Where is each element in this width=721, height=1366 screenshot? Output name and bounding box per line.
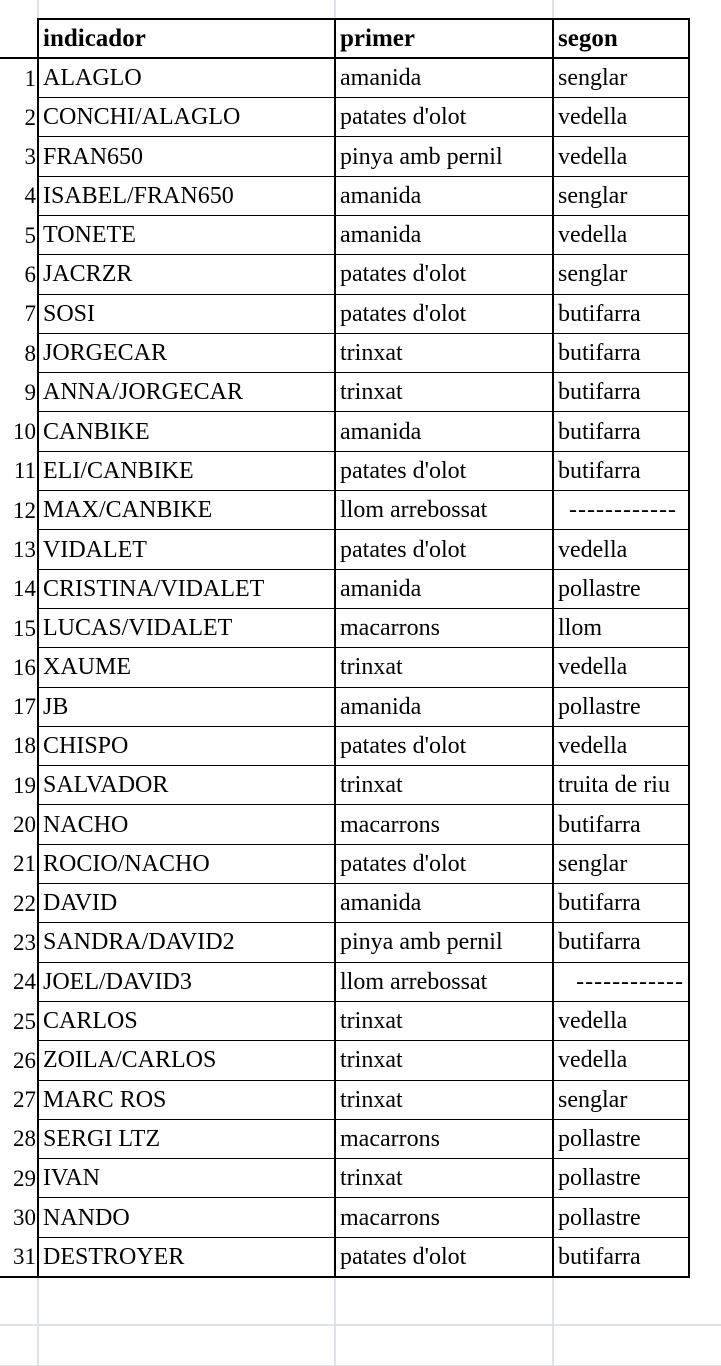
cell-primer[interactable]: amanida — [335, 687, 553, 726]
table-row — [0, 176, 689, 215]
table-row — [0, 1159, 689, 1198]
cell-indicador[interactable]: ROCIO/NACHO — [38, 844, 335, 883]
row-number[interactable]: 7 — [0, 294, 38, 333]
cell-segon[interactable]: butifarra — [553, 294, 689, 333]
cell-primer[interactable]: pinya amb pernil — [335, 137, 553, 176]
cell-primer[interactable]: llom arrebossat — [335, 491, 553, 530]
table-row — [0, 137, 689, 176]
cell-segon[interactable]: pollastre — [553, 1119, 689, 1158]
cell-segon[interactable]: vedella — [553, 726, 689, 765]
cell-segon[interactable]: butifarra — [553, 412, 689, 451]
row-number[interactable]: 26 — [0, 1041, 38, 1080]
cell-segon[interactable]: senglar — [553, 176, 689, 215]
cell-primer[interactable]: amanida — [335, 412, 553, 451]
cell-indicador[interactable]: LUCAS/VIDALET — [38, 608, 335, 647]
row-number[interactable]: 13 — [0, 530, 38, 569]
cell-segon[interactable]: pollastre — [553, 569, 689, 608]
cell-primer[interactable]: trinxat — [335, 373, 553, 412]
cell-indicador[interactable]: SOSI — [38, 294, 335, 333]
cell-segon[interactable]: senglar — [553, 255, 689, 294]
cell-primer[interactable]: trinxat — [335, 1080, 553, 1119]
cell-indicador[interactable]: ISABEL/FRAN650 — [38, 176, 335, 215]
row-number[interactable]: 6 — [0, 255, 38, 294]
cell-primer[interactable]: amanida — [335, 884, 553, 923]
cell-indicador[interactable]: SALVADOR — [38, 766, 335, 805]
cell-primer[interactable]: patates d'olot — [335, 451, 553, 490]
cell-indicador[interactable]: JORGECAR — [38, 333, 335, 372]
cell-indicador[interactable]: JACRZR — [38, 255, 335, 294]
cell-segon[interactable]: vedella — [553, 98, 689, 137]
cell-primer[interactable]: amanida — [335, 215, 553, 254]
table-row — [0, 255, 689, 294]
table-row — [0, 569, 689, 608]
row-number[interactable]: 25 — [0, 1001, 38, 1040]
table-row — [0, 294, 689, 333]
cell-segon[interactable]: vedella — [553, 137, 689, 176]
cell-primer[interactable]: pinya amb pernil — [335, 923, 553, 962]
cell-indicador[interactable]: JOEL/DAVID3 — [38, 962, 335, 1001]
table-body — [0, 19, 689, 1277]
cell-primer[interactable]: patates d'olot — [335, 530, 553, 569]
cell-primer[interactable]: amanida — [335, 58, 553, 97]
table-row — [0, 1237, 689, 1276]
cell-indicador[interactable]: DAVID — [38, 884, 335, 923]
table-row — [0, 884, 689, 923]
cell-segon[interactable]: butifarra — [553, 1237, 689, 1276]
row-number[interactable]: 3 — [0, 137, 38, 176]
cell-primer[interactable]: patates d'olot — [335, 726, 553, 765]
header-row — [0, 19, 689, 58]
cell-indicador[interactable]: ELI/CANBIKE — [38, 451, 335, 490]
row-number[interactable]: 1 — [0, 58, 38, 97]
table-row — [0, 333, 689, 372]
row-number[interactable]: 14 — [0, 569, 38, 608]
table-row — [0, 58, 689, 97]
row-number[interactable]: 11 — [0, 451, 38, 490]
cell-indicador[interactable]: CARLOS — [38, 1001, 335, 1040]
row-number-header[interactable] — [0, 19, 38, 58]
cell-segon[interactable]: llom — [553, 608, 689, 647]
table-row — [0, 766, 689, 805]
cell-indicador[interactable]: IVAN — [38, 1159, 335, 1198]
row-number[interactable]: 8 — [0, 333, 38, 372]
table-row — [0, 1198, 689, 1237]
cell-indicador[interactable]: SANDRA/DAVID2 — [38, 923, 335, 962]
row-number[interactable]: 24 — [0, 962, 38, 1001]
cell-primer[interactable]: trinxat — [335, 648, 553, 687]
cell-indicador[interactable]: ZOILA/CARLOS — [38, 1041, 335, 1080]
cell-primer[interactable]: amanida — [335, 569, 553, 608]
cell-segon[interactable]: truita de riu — [553, 766, 689, 805]
cell-indicador[interactable]: ANNA/JORGECAR — [38, 373, 335, 412]
cell-primer[interactable]: macarrons — [335, 805, 553, 844]
cell-primer[interactable]: macarrons — [335, 1119, 553, 1158]
row-number[interactable]: 23 — [0, 923, 38, 962]
cell-segon[interactable]: vedella — [553, 1001, 689, 1040]
row-number[interactable]: 5 — [0, 215, 38, 254]
row-number[interactable]: 16 — [0, 648, 38, 687]
row-number[interactable]: 27 — [0, 1080, 38, 1119]
cell-primer[interactable]: llom arrebossat — [335, 962, 553, 1001]
column-header-primer[interactable]: primer — [335, 19, 553, 58]
cell-indicador[interactable]: CONCHI/ALAGLO — [38, 98, 335, 137]
row-number[interactable]: 28 — [0, 1119, 38, 1158]
row-number[interactable]: 30 — [0, 1198, 38, 1237]
cell-primer[interactable]: patates d'olot — [335, 844, 553, 883]
cell-indicador[interactable]: ALAGLO — [38, 58, 335, 97]
cell-primer[interactable]: trinxat — [335, 1001, 553, 1040]
table-row — [0, 648, 689, 687]
table-row — [0, 844, 689, 883]
cell-segon[interactable]: senglar — [553, 1080, 689, 1119]
cell-primer[interactable]: patates d'olot — [335, 255, 553, 294]
table-row — [0, 962, 689, 1001]
column-header-segon[interactable]: segon — [553, 19, 689, 58]
cell-primer[interactable]: trinxat — [335, 333, 553, 372]
cell-segon[interactable]: vedella — [553, 215, 689, 254]
row-number[interactable]: 21 — [0, 844, 38, 883]
cell-segon[interactable]: butifarra — [553, 333, 689, 372]
cell-indicador[interactable]: TONETE — [38, 215, 335, 254]
row-number[interactable]: 2 — [0, 98, 38, 137]
row-number[interactable]: 10 — [0, 412, 38, 451]
row-number[interactable]: 29 — [0, 1159, 38, 1198]
cell-segon[interactable]: ------------ — [553, 491, 689, 530]
cell-segon[interactable]: butifarra — [553, 451, 689, 490]
cell-primer[interactable]: patates d'olot — [335, 294, 553, 333]
cell-primer[interactable]: macarrons — [335, 1198, 553, 1237]
cell-indicador[interactable]: NANDO — [38, 1198, 335, 1237]
table-row — [0, 1001, 689, 1040]
cell-primer[interactable]: amanida — [335, 176, 553, 215]
cell-indicador[interactable]: VIDALET — [38, 530, 335, 569]
table-row — [0, 98, 689, 137]
row-number[interactable]: 19 — [0, 766, 38, 805]
cell-primer[interactable]: trinxat — [335, 1159, 553, 1198]
table-row — [0, 923, 689, 962]
table-row — [0, 373, 689, 412]
cell-primer[interactable]: patates d'olot — [335, 98, 553, 137]
table-row — [0, 491, 689, 530]
cell-indicador[interactable]: CHISPO — [38, 726, 335, 765]
cell-indicador[interactable]: CANBIKE — [38, 412, 335, 451]
cell-segon[interactable]: vedella — [553, 1041, 689, 1080]
table-row — [0, 530, 689, 569]
table-row — [0, 1080, 689, 1119]
row-number[interactable]: 20 — [0, 805, 38, 844]
row-number[interactable]: 9 — [0, 373, 38, 412]
cell-segon[interactable]: senglar — [553, 844, 689, 883]
row-number[interactable]: 31 — [0, 1237, 38, 1276]
cell-primer[interactable]: trinxat — [335, 766, 553, 805]
cell-segon[interactable]: vedella — [553, 530, 689, 569]
cell-indicador[interactable]: DESTROYER — [38, 1237, 335, 1276]
row-number[interactable]: 17 — [0, 687, 38, 726]
row-number[interactable]: 15 — [0, 608, 38, 647]
lunch-orders-table — [0, 18, 690, 1278]
table-row — [0, 412, 689, 451]
column-header-indicador[interactable]: indicador — [38, 19, 335, 58]
cell-segon[interactable]: butifarra — [553, 805, 689, 844]
table-row — [0, 451, 689, 490]
row-number[interactable]: 22 — [0, 884, 38, 923]
table-row — [0, 608, 689, 647]
cell-primer[interactable]: trinxat — [335, 1041, 553, 1080]
row-number[interactable]: 4 — [0, 176, 38, 215]
cell-primer[interactable]: macarrons — [335, 608, 553, 647]
row-number[interactable]: 12 — [0, 491, 38, 530]
cell-segon[interactable]: senglar — [553, 58, 689, 97]
cell-indicador[interactable]: FRAN650 — [38, 137, 335, 176]
table-row — [0, 687, 689, 726]
cell-segon[interactable]: pollastre — [553, 1159, 689, 1198]
cell-indicador[interactable]: SERGI LTZ — [38, 1119, 335, 1158]
cell-segon[interactable]: butifarra — [553, 923, 689, 962]
table-row — [0, 805, 689, 844]
table-row — [0, 1041, 689, 1080]
table-row — [0, 215, 689, 254]
row-number[interactable]: 18 — [0, 726, 38, 765]
cell-indicador[interactable]: MAX/CANBIKE — [38, 491, 335, 530]
cell-indicador[interactable]: CRISTINA/VIDALET — [38, 569, 335, 608]
cell-segon[interactable]: butifarra — [553, 884, 689, 923]
table-row — [0, 1119, 689, 1158]
cell-indicador[interactable]: XAUME — [38, 648, 335, 687]
cell-segon[interactable]: butifarra — [553, 373, 689, 412]
cell-indicador[interactable]: NACHO — [38, 805, 335, 844]
table-row — [0, 726, 689, 765]
cell-segon[interactable]: vedella — [553, 648, 689, 687]
cell-segon[interactable]: pollastre — [553, 1198, 689, 1237]
cell-segon[interactable]: ------------ — [553, 962, 689, 1001]
cell-indicador[interactable]: MARC ROS — [38, 1080, 335, 1119]
cell-segon[interactable]: pollastre — [553, 687, 689, 726]
cell-indicador[interactable]: JB — [38, 687, 335, 726]
cell-primer[interactable]: patates d'olot — [335, 1237, 553, 1276]
